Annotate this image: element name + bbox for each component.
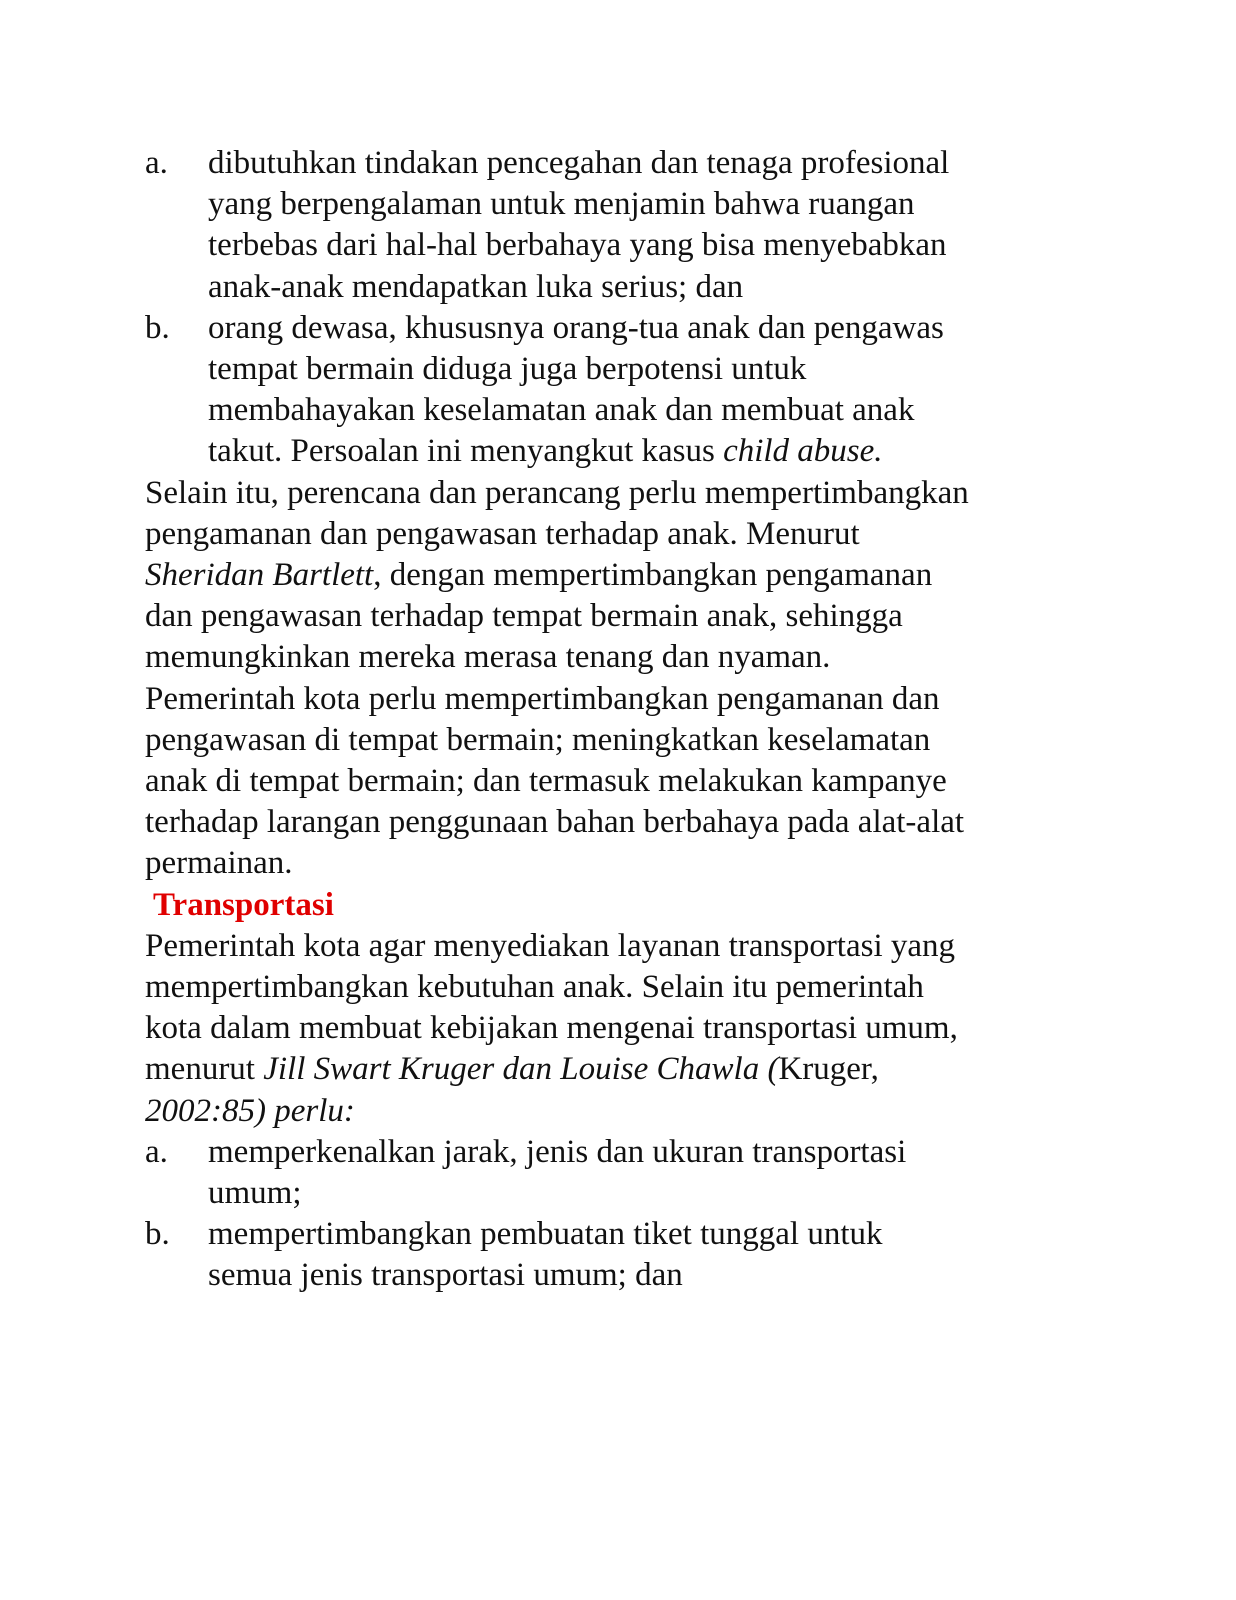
list-item [145,1214,975,1296]
list-marker: a. [145,1133,168,1170]
author-names: Jill Swart Kruger dan Louise Chawla ( [263,1051,779,1088]
citation-text: Kruger, [778,1051,879,1088]
paragraph-safety [145,473,975,885]
paragraph-text: , dengan mempertimbangkan pengamanan dan pengawasan terhadap tempat bermain anak, sehingga memungkinkan mereka merasa tenang dan nyaman. Pemerintah kota perlu mempertimbangkan pengamanan dan pengawasan di tempat bermain; meningkatkan keselamatan anak di tempat bermain; dan termasuk melakukan kampanye terhadap larangan penggunaan bahan berbahaya pada alat-alat permainan. [145,557,965,882]
list-marker: b. [145,309,170,346]
list-item [145,143,975,308]
list-marker: b. [145,1216,170,1253]
document-body [145,143,975,1297]
paragraph-text: Pemerintah kota agar menyediakan layanan transportasi yang mempertimbangkan kebutuhan anak. Selain itu pemerintah kota dalam membuat kebijakan mengenai transportasi umum, menurut [145,927,958,1088]
list-item [145,308,975,473]
list-item-italic-term: child abuse. [723,433,883,470]
citation-year: 2002:85) perlu: [145,1092,355,1129]
list-item-text: mempertimbangkan pembuatan tiket tunggal untuk semua jenis transportasi umum; dan [208,1216,883,1294]
list-marker: a. [145,145,168,181]
list-item-text: dibutuhkan tindakan pencegahan dan tenaga profesional yang berpengalaman untuk menjamin bahwa ruangan terbebas dari hal-hal berbahaya yang bisa menyebabkan anak-anak mendapatkan luka serius; dan [208,145,950,305]
list-item-text: orang dewasa, khususnya orang-tua anak dan pengawas tempat bermain diduga juga berpotensi untuk membahayakan keselamatan anak dan membuat anak takut. Persoalan ini menyangkut kasus [208,309,944,470]
section-heading: Transportasi [153,886,334,923]
paragraph-transport [145,926,975,1132]
list-item [145,1132,975,1214]
author-name: Sheridan Bartlett [145,557,374,594]
paragraph-text: Selain itu, perencana dan perancang perlu mempertimbangkan pengamanan dan pengawasan terhadap anak. Menurut [145,474,969,552]
list-item-text: memperkenalkan jarak, jenis dan ukuran transportasi umum; [208,1133,907,1212]
